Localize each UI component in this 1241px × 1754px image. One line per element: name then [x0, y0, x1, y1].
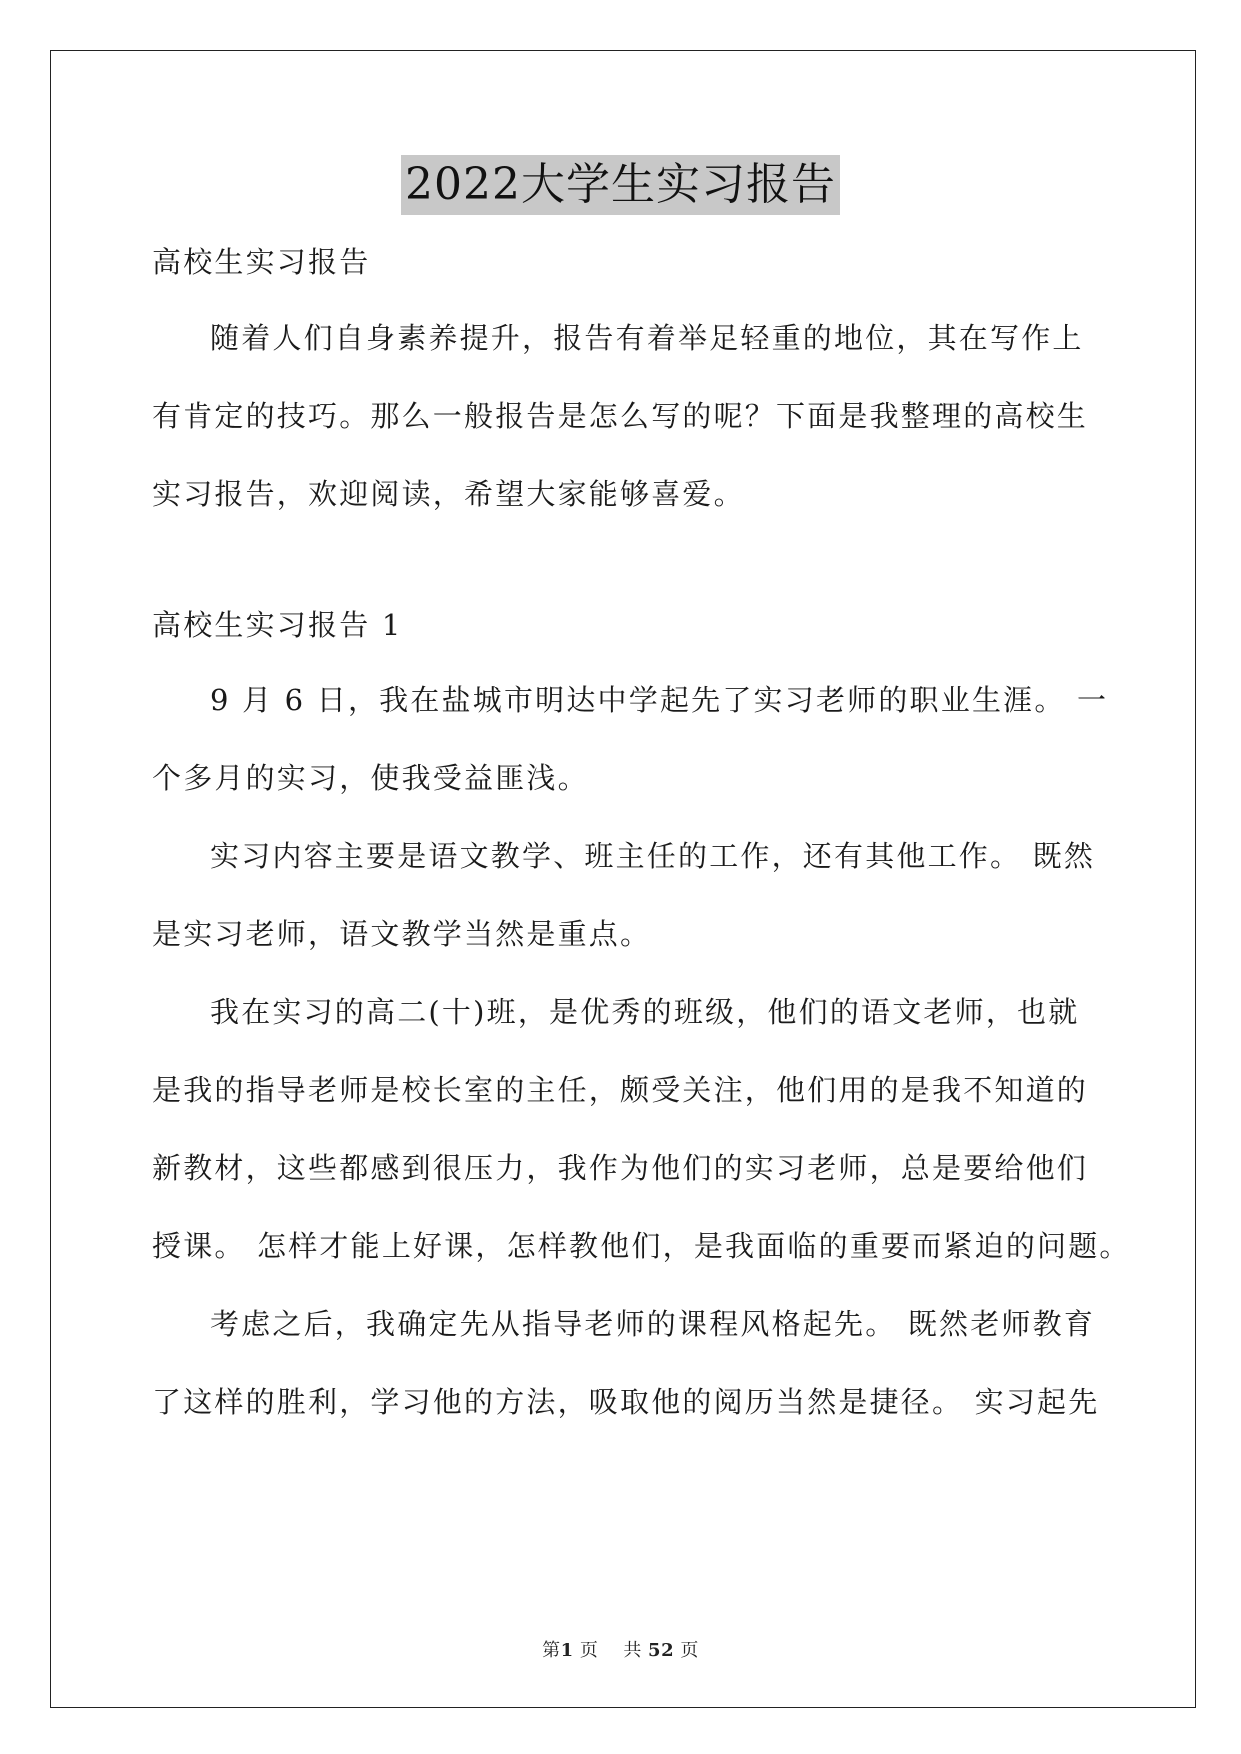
page-prefix: 第 — [542, 1640, 561, 1661]
text-line: 实习报告，欢迎阅读，希望大家能够喜爱。 — [152, 477, 745, 511]
text-line: 新教材，这些都感到很压力，我作为他们的实习老师，总是要给他们 — [152, 1151, 1089, 1185]
page-number: 1 — [560, 1640, 574, 1661]
page-suffix: 页 — [579, 1640, 599, 1661]
text-line: 实习内容主要是语文教学、班主任的工作，还有其他工作。 既然 — [210, 839, 1096, 873]
total-pages: 52 — [648, 1640, 675, 1661]
document-title: 2022大学生实习报告 — [401, 155, 840, 215]
text-line: 有肯定的技巧。那么一般报告是怎么写的呢？下面是我整理的高校生 — [152, 399, 1089, 433]
intro-heading: 高校生实习报告 — [152, 245, 371, 279]
section-heading: 高校生实习报告 1 — [152, 608, 403, 642]
text-line: 授课。 怎样才能上好课，怎样教他们，是我面临的重要而紧迫的问题。 — [152, 1229, 1131, 1263]
text-line: 是实习老师，语文教学当然是重点。 — [152, 917, 652, 951]
text-line: 考虑之后，我确定先从指导老师的课程风格起先。 既然老师教育 — [210, 1307, 1096, 1341]
total-prefix: 共 — [623, 1640, 642, 1661]
total-suffix: 页 — [680, 1640, 699, 1661]
text-line: 9 月 6 日，我在盐城市明达中学起先了实习老师的职业生涯。 一 — [210, 683, 1109, 717]
text-line: 了这样的胜利，学习他的方法，吸取他的阅历当然是捷径。 实习起先 — [152, 1385, 1100, 1419]
title-container — [0, 155, 1241, 215]
text-line: 随着人们自身素养提升，报告有着举足轻重的地位，其在写作上 — [210, 321, 1084, 355]
text-line: 是我的指导老师是校长室的主任，颇受关注，他们用的是我不知道的 — [152, 1073, 1089, 1107]
page-border — [50, 50, 1196, 1708]
page-footer — [0, 1636, 1241, 1662]
text-line: 个多月的实习，使我受益匪浅。 — [152, 761, 589, 795]
text-line: 我在实习的高二(十)班，是优秀的班级，他们的语文老师，也就 — [210, 995, 1080, 1029]
